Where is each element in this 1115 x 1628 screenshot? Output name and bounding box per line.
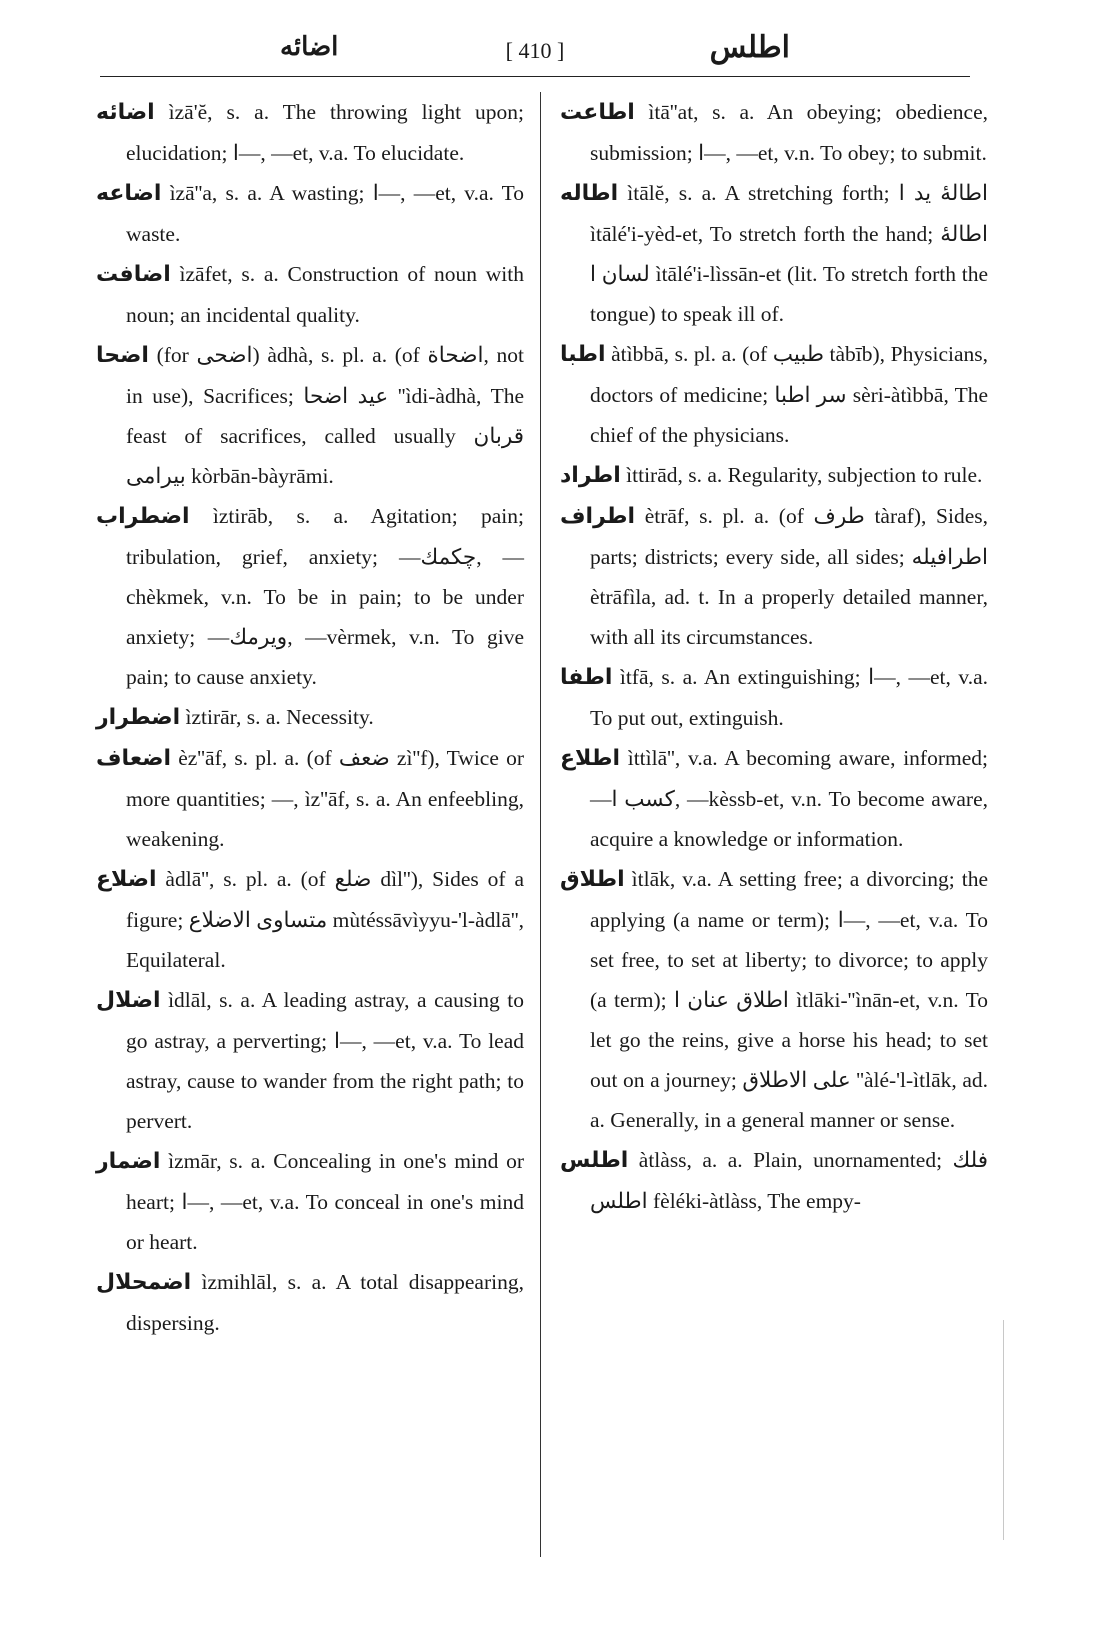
headword: اطراف	[560, 504, 636, 529]
header-rule	[100, 76, 970, 77]
catchword-right: اطلس	[709, 30, 790, 65]
definition: ìtā''at, s. a. An obeying; obedience, submission; ا—, —et, v.n. To obey; to submit.	[590, 100, 988, 165]
definition: ètrāf, s. pl. a. (of طرف tàraf), Sides, parts; districts; every side, all sides; اطرافيله ètrāfìla, ad. t. In a properly detailed manner, with all its circumstances.	[590, 504, 988, 649]
headword: اضمحلال	[96, 1270, 192, 1295]
headword: اضطرار	[96, 705, 181, 730]
definition: ìztirāb, s. a. Agitation; pain; tribulation, grief, anxiety; —چكمك, —chèkmek, v.n. To be in pain; to be under anxiety; —ويرمك, —vèrmek, v.n. To give pain; to cause anxiety.	[126, 504, 524, 689]
definition: ìtālĕ, s. a. A stretching forth; اطالهٔ يد ا ìtālé'i-yèd-et, To stretch forth the hand; اطالهٔ لسان ا ìtālé'i-lìssān-et (lit. To stretch forth the tongue) to speak ill of.	[590, 181, 988, 326]
dictionary-entry	[96, 859, 524, 980]
left-column	[96, 92, 524, 1343]
headword: اضافت	[96, 262, 171, 287]
dictionary-entry	[96, 173, 524, 254]
headword: اضطراب	[96, 504, 190, 529]
dictionary-entry	[96, 496, 524, 697]
dictionary-entry	[560, 455, 988, 496]
headword: اضاعه	[96, 181, 162, 206]
definition: ìztirār, s. a. Necessity.	[180, 705, 374, 729]
definition: ìzāfet, s. a. Construction of noun with noun; an incidental quality.	[126, 262, 524, 327]
dictionary-entry	[560, 334, 988, 455]
definition: àtìbbā, s. pl. a. (of طبيب tàbīb), Physicians, doctors of medicine; سر اطبا sèri-àtìbbā, The chief of the physicians.	[590, 342, 988, 447]
headword: اطلاق	[560, 867, 625, 892]
definition: èz''āf, s. pl. a. (of ضعف zì''f), Twice or more quantities; —, ìz''āf, s. a. An enfeebling, weakening.	[126, 746, 524, 851]
dictionary-entry	[560, 859, 988, 1140]
headword: اطاعت	[560, 100, 635, 125]
right-column	[560, 92, 988, 1221]
dictionary-entry	[96, 254, 524, 335]
headword: اطاله	[560, 181, 619, 206]
dictionary-entry	[96, 335, 524, 496]
headword: اطلاع	[560, 746, 620, 771]
definition: àdlā'', s. pl. a. (of ضلع dìl''), Sides of a figure; متساوى الاضلاع mùtéssāvìyyu-'l-àdlā'', Equilateral.	[126, 867, 524, 972]
definition: (for اضحى) àdhà, s. pl. a. (of اضحاة, not in use), Sacrifices; عيد اضحا ''ìdi-àdhà, The feast of sacrifices, called usually قربان بيرامى kòrbān-bàyrāmi.	[126, 343, 524, 488]
dictionary-entry	[560, 92, 988, 173]
definition: ìttìlā'', v.a. A becoming aware, informed; —كسب ا, —kèssb-et, v.n. To become aware, acquire a knowledge or information.	[590, 746, 988, 851]
definition: ìttirād, s. a. Regularity, subjection to rule.	[620, 463, 983, 487]
definition: ìzā''a, s. a. A wasting; ا—, —et, v.a. To waste.	[126, 181, 524, 246]
dictionary-entry	[96, 92, 524, 173]
headword: اطلس	[560, 1148, 629, 1173]
headword: اضمار	[96, 1149, 161, 1174]
headword: اضائه	[96, 100, 155, 125]
definition: ìzmār, s. a. Concealing in one's mind or heart; ا—, —et, v.a. To conceal in one's mind or heart.	[126, 1149, 524, 1254]
definition: ìdlāl, s. a. A leading astray, a causing to go astray, a perverting; ا—, —et, v.a. To lead astray, cause to wander from the right path; to pervert.	[126, 988, 525, 1133]
headword: اضعاف	[96, 746, 172, 771]
dictionary-entry	[96, 1141, 524, 1262]
dictionary-entry	[96, 738, 524, 859]
dictionary-entry	[560, 496, 988, 657]
dictionary-entry	[560, 1140, 988, 1221]
headword: اطفا	[560, 665, 613, 690]
dictionary-entry	[560, 173, 988, 334]
dictionary-entry	[560, 738, 988, 859]
catchword-left: اضائه	[280, 32, 339, 62]
dictionary-entry	[560, 657, 988, 738]
dictionary-entry	[96, 697, 524, 738]
definition: ìzā'ĕ, s. a. The throwing light upon; elucidation; ا—, —et, v.a. To elucidate.	[126, 100, 524, 165]
column-divider	[540, 92, 541, 1557]
headword: اطراد	[560, 463, 621, 488]
headword: اضحا	[96, 343, 149, 368]
dictionary-entry	[96, 1262, 524, 1343]
definition: àtlàss, a. a. Plain, unornamented; فلك اطلس fèléki-àtlàss, The empy-	[590, 1148, 988, 1213]
definition: ìtfā, s. a. An extinguishing; ا—, —et, v.a. To put out, extinguish.	[590, 665, 988, 730]
definition: ìzmihlāl, s. a. A total disappearing, dispersing.	[126, 1270, 524, 1335]
dictionary-entry	[96, 980, 524, 1141]
scan-artifact-line	[1003, 1320, 1004, 1540]
page-header	[100, 26, 970, 76]
page-number: [ 410 ]	[505, 38, 565, 63]
headword: اضلاع	[96, 867, 157, 892]
headword: اضلال	[96, 988, 161, 1013]
headword: اطبا	[560, 342, 606, 367]
definition: ìtlāk, v.a. A setting free; a divorcing; the applying (a name or term); ا—, —et, v.a. To set free, to set at liberty; to divorce; to apply (a term); اطلاق عنان ا ìtlāki-''ìnān-et, v.n. To let go the reins, give a horse his head; to set out on a journey; على الاطلاق ''àlé-'l-ìtlāk, ad. a. Generally, in a general manner or sense.	[590, 867, 988, 1132]
